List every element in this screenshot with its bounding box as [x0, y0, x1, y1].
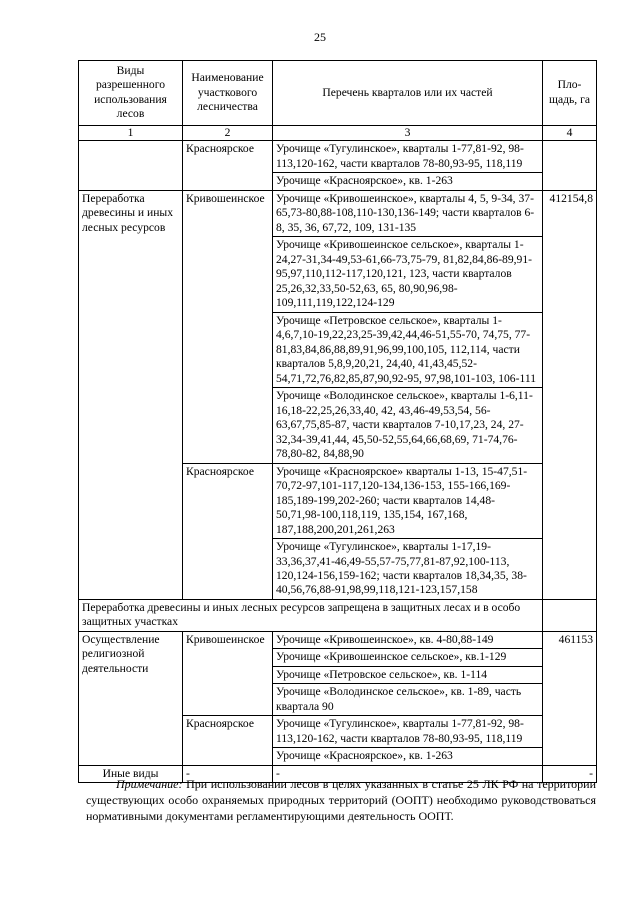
area-cell: 461153 — [543, 631, 597, 765]
use-type-cell: Осуществление религиозной деятельности — [79, 631, 183, 765]
forest-use-table — [78, 60, 597, 783]
use-type-cell — [79, 141, 183, 190]
quarters-cell: Урочище «Володинское сельское», кв. 1-89, часть квартала 90 — [273, 684, 543, 716]
quarters-cell: Урочище «Кривошеинское сельское», кварталы 1-24,27-31,34-49,53-61,66-73,75-79, 81,82,84,86-89,91-95,97,110,112-117,120,121, 123, части кварталов 25,26,32,33,50-52,63, 65, 80,90,96,98-109,111,119,122,124-129 — [273, 237, 543, 312]
area-cell: 412154,8 — [543, 190, 597, 599]
quarters-cell: Урочище «Тугулинское», кварталы 1-17,19-33,36,37,41-46,49-55,57-75,77,81-87,92,100-113, 120,124-156,159-162; части кварталов 18,34,35, 38-40,56,76,88-91,98,99,118,121-123,157,158 — [273, 539, 543, 600]
quarters-cell: Урочище «Кривошеинское сельское», кв.1-129 — [273, 649, 543, 666]
area-cell — [543, 599, 597, 631]
quarters-cell: Урочище «Тугулинское», кварталы 1-77,81-92, 98-113,120-162, части кварталов 78-80,93-95, 118,119 — [273, 716, 543, 748]
column-number-row — [79, 125, 597, 140]
col-number: 4 — [543, 125, 597, 140]
footnote — [86, 776, 596, 825]
use-type-cell: Иные виды — [79, 765, 183, 782]
header-row — [79, 61, 597, 126]
forestry-cell: Красноярское — [183, 716, 273, 765]
quarters-cell: Урочище «Кривошеинское», кв. 4-80,88-149 — [273, 631, 543, 648]
forestry-cell: - — [183, 765, 273, 782]
table-row — [79, 190, 597, 236]
quarters-cell: Урочище «Володинское сельское», кварталы 1-6,11-16,18-22,25,26,33,40, 42, 43,46-49,53,54, 56-63,67,75,85-87, части кварталов 7-10,17,23, 24, 27-32,34-39,41,44, 45,50-52,55,64,66,68,69, 71-74,76-78,80-82, 84,88,90 — [273, 388, 543, 463]
area-cell: - — [543, 765, 597, 782]
col-number: 1 — [79, 125, 183, 140]
table-row — [79, 599, 597, 631]
quarters-cell: Урочище «Красноярское» кварталы 1-13, 15-47,51-70,72-97,101-117,120-134,136-153, 155-166,169-185,189-199,202-260; части кварталов 14,48-50,71,98-100,118,119, 135,154, 167,168, 187,188,200,201,261,263 — [273, 463, 543, 538]
forestry-cell: Кривошеинское — [183, 190, 273, 463]
quarters-cell: Урочище «Тугулинское», кварталы 1-77,81-92, 98-113,120-162, части кварталов 78-80,93-95, 118,119 — [273, 141, 543, 173]
forestry-cell: Красноярское — [183, 141, 273, 190]
note-label: Примечание: — [116, 777, 183, 791]
col-number: 3 — [273, 125, 543, 140]
area-cell — [543, 141, 597, 190]
table-row — [79, 141, 597, 173]
quarters-cell: Урочище «Красноярское», кв. 1-263 — [273, 748, 543, 765]
quarters-cell: - — [273, 765, 543, 782]
header-area: Пло-щадь, га — [543, 61, 597, 126]
use-type-cell: Переработка древесины и иных лесных ресурсов — [79, 190, 183, 599]
header-forestry-name: Наименование участкового лесничества — [183, 61, 273, 126]
quarters-cell: Урочище «Петровское сельское», кв. 1-114 — [273, 666, 543, 683]
table-row — [79, 631, 597, 648]
header-quarters-list: Перечень кварталов или их частей — [273, 61, 543, 126]
forestry-cell: Кривошеинское — [183, 631, 273, 715]
page-number: 25 — [314, 30, 326, 44]
quarters-cell: Урочище «Кривошеинское», кварталы 4, 5, 9-34, 37-65,73-80,88-108,110-130,136-149; части кварталов 6-8, 35, 36, 67,72, 109, 131-135 — [273, 190, 543, 236]
quarters-cell: Урочище «Петровское сельское», кварталы 1-4,6,7,10-19,22,23,25-39,42,44,46-51,55-70, 74,75, 77-81,83,84,86,88,89,91,96,99,100,105, 112,114, части кварталов 5,8,9,20,21, 24,40, 41,43,45,52-54,71,72,76,82,85,87,90,92-95, 97,98,101-103, 106-111 — [273, 312, 543, 387]
note-text: При использовании лесов в целях указанных в статье 25 ЛК РФ на территории существующих особо охраняемых природных территорий (ООПТ) необходимо руководствоваться нормативными документами регламентирующими деятельность ООПТ. — [86, 777, 596, 824]
quarters-cell: Урочище «Красноярское», кв. 1-263 — [273, 173, 543, 190]
col-number: 2 — [183, 125, 273, 140]
header-use-types: Виды разрешенного использования лесов — [79, 61, 183, 126]
forestry-cell: Красноярское — [183, 463, 273, 599]
prohibition-note-cell: Переработка древесины и иных лесных ресурсов запрещена в защитных лесах и в особо защитных участках — [79, 599, 543, 631]
